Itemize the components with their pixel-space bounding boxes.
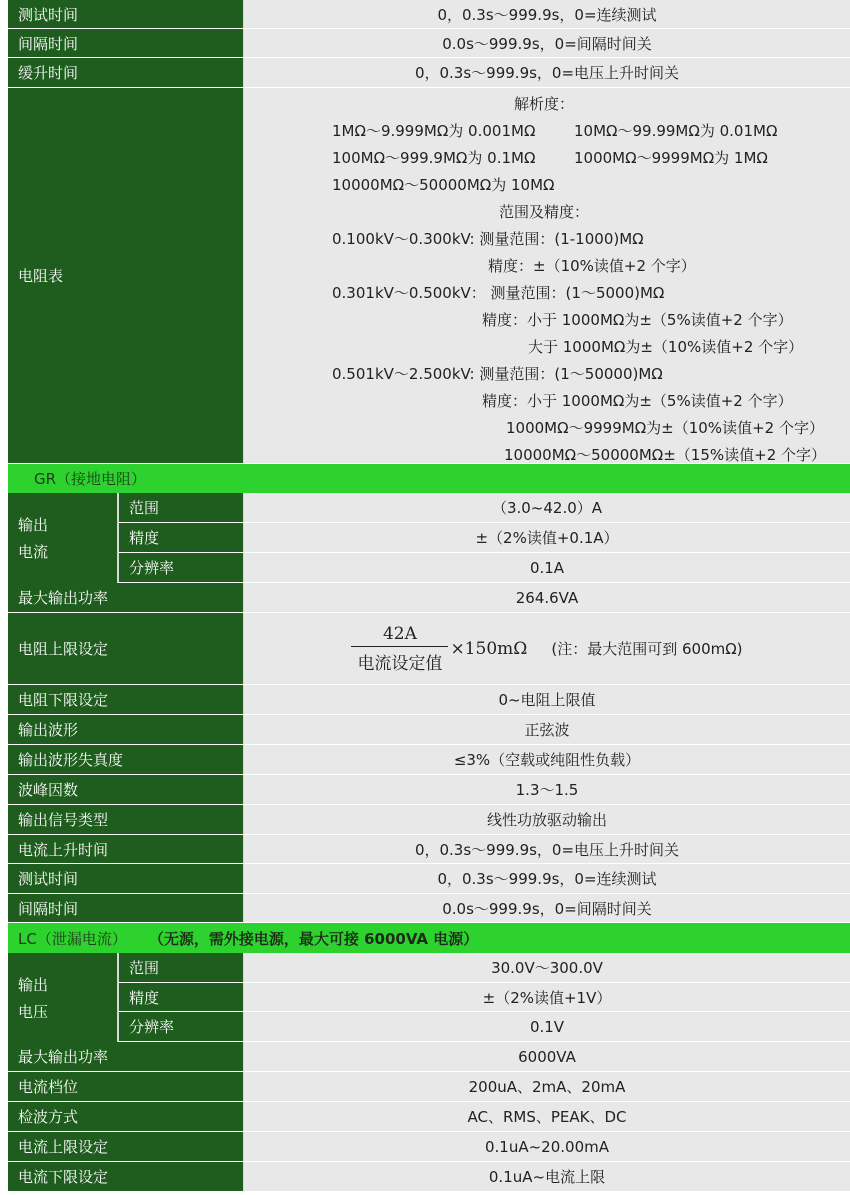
table-row: [8, 613, 850, 685]
table-row: [118, 953, 850, 983]
row-label: 最大输出功率: [8, 1042, 244, 1072]
row-value: 1.3～1.5: [244, 775, 850, 805]
group-label-line: 电压: [18, 1002, 49, 1021]
row-value: AC、RMS、PEAK、DC: [244, 1102, 850, 1132]
row-label: 缓升时间: [8, 58, 244, 88]
table-row: [118, 523, 850, 553]
row-value: （3.0~42.0）A: [244, 493, 850, 523]
row-value: 0.0s～999.9s，0=间隔时间关: [244, 29, 850, 58]
fraction-multiplier: ×150mΩ: [450, 638, 528, 659]
formula-cell: [244, 613, 850, 685]
row-label: 电流下限设定: [8, 1162, 244, 1192]
row-label: 波峰因数: [8, 775, 244, 805]
section-title: LC（泄漏电流）: [18, 929, 127, 948]
row-value: 0.1uA~20.00mA: [244, 1132, 850, 1162]
accuracy-line: 精度：小于 1000MΩ为±（5%读值+2 个字）: [482, 311, 793, 329]
output-current-label: [8, 493, 118, 583]
row-label: 电阻上限设定: [8, 613, 244, 685]
row-label: 输出波形: [8, 715, 244, 745]
table-row: [118, 983, 850, 1012]
row-label: 测试时间: [8, 0, 244, 29]
row-value: 正弦波: [244, 715, 850, 745]
row-label: 输出信号类型: [8, 805, 244, 835]
row-value: 200uA、2mA、20mA: [244, 1072, 850, 1102]
section-title: GR（接地电阻）: [34, 470, 147, 488]
row-label: 电阻下限设定: [8, 685, 244, 715]
table-row: [8, 864, 850, 894]
row-value: 0.0s～999.9s，0=间隔时间关: [244, 894, 850, 923]
formula-note: (注：最大范围可到 600mΩ): [551, 640, 743, 658]
table-row: [8, 1102, 850, 1132]
row-label: 范围: [118, 953, 244, 983]
row-label: 输出波形失真度: [8, 745, 244, 775]
row-label: 间隔时间: [8, 29, 244, 58]
resolution-line: 1MΩ～9.999MΩ为 0.001MΩ: [332, 122, 536, 140]
row-value: 0.1A: [244, 553, 850, 583]
row-label: 电流上限设定: [8, 1132, 244, 1162]
table-row: [8, 715, 850, 745]
accuracy-line: 精度：小于 1000MΩ为±（5%读值+2 个字）: [482, 392, 793, 410]
range-heading: 范围及精度：: [499, 203, 590, 221]
row-value: 0.1uA~电流上限: [244, 1162, 850, 1192]
row-label: 电流上升时间: [8, 835, 244, 864]
accuracy-line: 10000MΩ～50000MΩ±（15%读值+2 个字）: [504, 446, 827, 464]
row-value: 0，0.3s～999.9s，0=连续测试: [244, 864, 850, 894]
row-value: 264.6VA: [244, 583, 850, 613]
resistance-spec: [244, 88, 850, 463]
group-label-line: 电流: [18, 543, 49, 561]
row-label: 电流档位: [8, 1072, 244, 1102]
row-value: 0，0.3s～999.9s，0=连续测试: [244, 0, 850, 29]
row-value: 线性功放驱动输出: [244, 805, 850, 835]
row-value: 6000VA: [244, 1042, 850, 1072]
range-line: 0.301kV～0.500kV： 测量范围：(1～5000)MΩ: [332, 284, 665, 302]
resolution-line: 100MΩ～999.9MΩ为 0.1MΩ: [332, 149, 536, 167]
fraction: [351, 624, 448, 674]
section-note: （无源，需外接电源，最大可接 6000VA 电源）: [148, 929, 479, 948]
fraction-denominator: 电流设定值: [351, 646, 448, 674]
range-line: 0.501kV～2.500kV: 测量范围：(1～50000)MΩ: [332, 365, 663, 383]
section-header-gr: [8, 464, 850, 493]
table-row: [8, 805, 850, 835]
row-value: 0，0.3s～999.9s，0=电压上升时间关: [244, 835, 850, 864]
row-label: 精度: [118, 983, 244, 1012]
table-row: [8, 1132, 850, 1162]
row-label: 分辨率: [118, 1012, 244, 1042]
spec-table: [8, 0, 850, 1195]
resolution-line: 1000MΩ～9999MΩ为 1MΩ: [574, 149, 768, 167]
table-row: [8, 1042, 850, 1072]
table-row: [118, 493, 850, 523]
table-row: [8, 745, 850, 775]
table-row: [8, 685, 850, 715]
row-label: 测试时间: [8, 864, 244, 894]
accuracy-line: 1000MΩ～9999MΩ为±（10%读值+2 个字）: [506, 419, 824, 437]
row-label: 范围: [118, 493, 244, 523]
row-value: ≤3%（空载或纯阻性负载）: [244, 745, 850, 775]
row-value: 0~电阻上限值: [244, 685, 850, 715]
output-voltage-label: [8, 953, 118, 1042]
table-row: [8, 29, 850, 58]
table-row: [118, 1012, 850, 1042]
row-label: 分辨率: [118, 553, 244, 583]
upper-limit-formula: [351, 624, 742, 674]
row-value: ±（2%读值+0.1A）: [244, 523, 850, 553]
row-value: 0，0.3s～999.9s，0=电压上升时间关: [244, 58, 850, 88]
table-row: [8, 894, 850, 923]
section-header-lc: [8, 923, 850, 953]
table-row: [8, 583, 850, 613]
accuracy-line: 精度：±（10%读值+2 个字）: [488, 257, 696, 275]
row-label: 最大输出功率: [8, 583, 244, 613]
table-row: [8, 0, 850, 29]
row-label: 间隔时间: [8, 894, 244, 923]
resistance-label: 电阻表: [8, 88, 244, 463]
group-label-line: 输出: [18, 516, 49, 534]
row-label: 检波方式: [8, 1102, 244, 1132]
table-row: [8, 58, 850, 88]
row-value: 0.1V: [244, 1012, 850, 1042]
table-row: [118, 553, 850, 583]
range-line: 0.100kV～0.300kV: 测量范围：(1-1000)MΩ: [332, 230, 644, 248]
row-label: 精度: [118, 523, 244, 553]
fraction-numerator: 42A: [382, 623, 417, 644]
accuracy-line: 大于 1000MΩ为±（10%读值+2 个字）: [528, 338, 804, 356]
table-row: [8, 1072, 850, 1102]
row-value: ±（2%读值+1V）: [244, 983, 850, 1012]
table-row: [8, 1162, 850, 1192]
group-label-line: 输出: [18, 975, 49, 994]
table-row: [8, 835, 850, 864]
resolution-line: 10MΩ～99.99MΩ为 0.01MΩ: [574, 122, 778, 140]
row-value: 30.0V～300.0V: [244, 953, 850, 983]
resolution-heading: 解析度：: [514, 95, 575, 113]
resolution-line: 10000MΩ～50000MΩ为 10MΩ: [332, 176, 555, 194]
table-row: [8, 775, 850, 805]
